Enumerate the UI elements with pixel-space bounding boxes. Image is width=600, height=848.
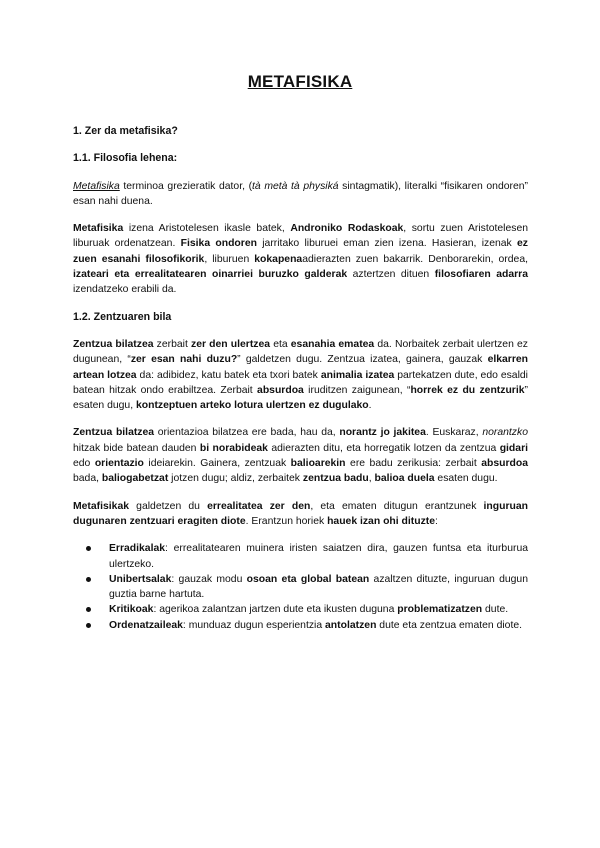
paragraph-orientation: Zentzua bilatzea orientazioa bilatzea ere bada, hau da, norantz jo jakitea. Euskaraz, norantzko hitzak bide batean dauden bi norabideak adierazten ditu, eta horregatik lotzen da zentzua gidari edo orientazio ideiarekin. Gainera, zentzuak balioarekin ere badu zerikusia: zerbait absurdoa bada, baliogabetzat jotzen dugu; aldiz, zerbaitek zentzua badu, balioa duela esaten dugu. [73,427,528,485]
document-body [73,124,528,633]
paragraph-metaphysics-questions: Metafisikak galdetzen du errealitatea zer den, eta ematen ditugun erantzunek inguruan dugunaren zentzuari eragiten diote. Erantzun horiek hauek izan ohi dituzte: [73,500,528,527]
section-1-heading: 1. Zer da metafisika? [73,125,178,137]
list-item: Ordenatzaileak: munduaz dugun esperientzia antolatzen dute eta zentzua ematen diote. [73,618,528,633]
section-1-2-heading: 1.2. Zentzuaren bila [73,310,172,323]
list-item: Kritikoak: agerikoa zalantzan jartzen dute eta ikusten duguna problematizatzen dute. [73,602,528,617]
paragraph-meaning: Zentzua bilatzea zerbait zer den ulertzea eta esanahia ematea da. Norbaitek zerbait ulertzen ez dugunean, “zer esan nahi duzu?” galdetzen dugu. Zentzua izatea, gainera, gauzak elkarren artean lotzea da: adibidez, katu batek eta txori batek animalia izatea partekatzen dute, edo esaldi batean hitzak ondo erabiltzea. Zerbait absurdoa iruditzen zaigunean, “horrek ez du zentzurik” esaten dugu, kontzeptuen arteko lotura ulertzen ez dugulako. [73,338,528,412]
list-item: Erradikalak: errealitatearen muinera iristen saiatzen dira, gauzen funtsa eta iturburua ulertzeko. [73,541,528,572]
bullet-icon [86,607,91,612]
paragraph-andronikos: Metafisika izena Aristotelesen ikasle batek, Androniko Rodaskoak, sortu zuen Aristotelesen liburuak ordenatzean. Fisika ondoren jarritako liburuei eman zien izena. Hasieran, izenak ez zuen esanahi filosofikorik, liburuen kokapenaadierazten zuen bakarrik. Denborarekin, ordea, izateari eta errealitatearen oinarriei buruzko galderak aztertzen dituen filosofiaren adarra izendatzeko erabili da. [73,223,529,296]
document-title: METAFISIKA [247,72,353,91]
section-1-1-heading: 1.1. Filosofia lehena: [73,152,178,165]
bullet-icon [86,623,91,628]
paragraph-etymology: Metafisika terminoa grezieratik dator, (tà metà tà physiká sintagmatik), literalki “fisikaren ondoren” esan nahi duena. [73,180,528,207]
answer-traits-list [73,541,528,633]
list-item: Unibertsalak: gauzak modu osoan eta global batean azaltzen dituzte, inguruan dugun guztia barne hartuta. [73,572,528,603]
bullet-icon [86,577,91,582]
bullet-icon [86,546,91,551]
